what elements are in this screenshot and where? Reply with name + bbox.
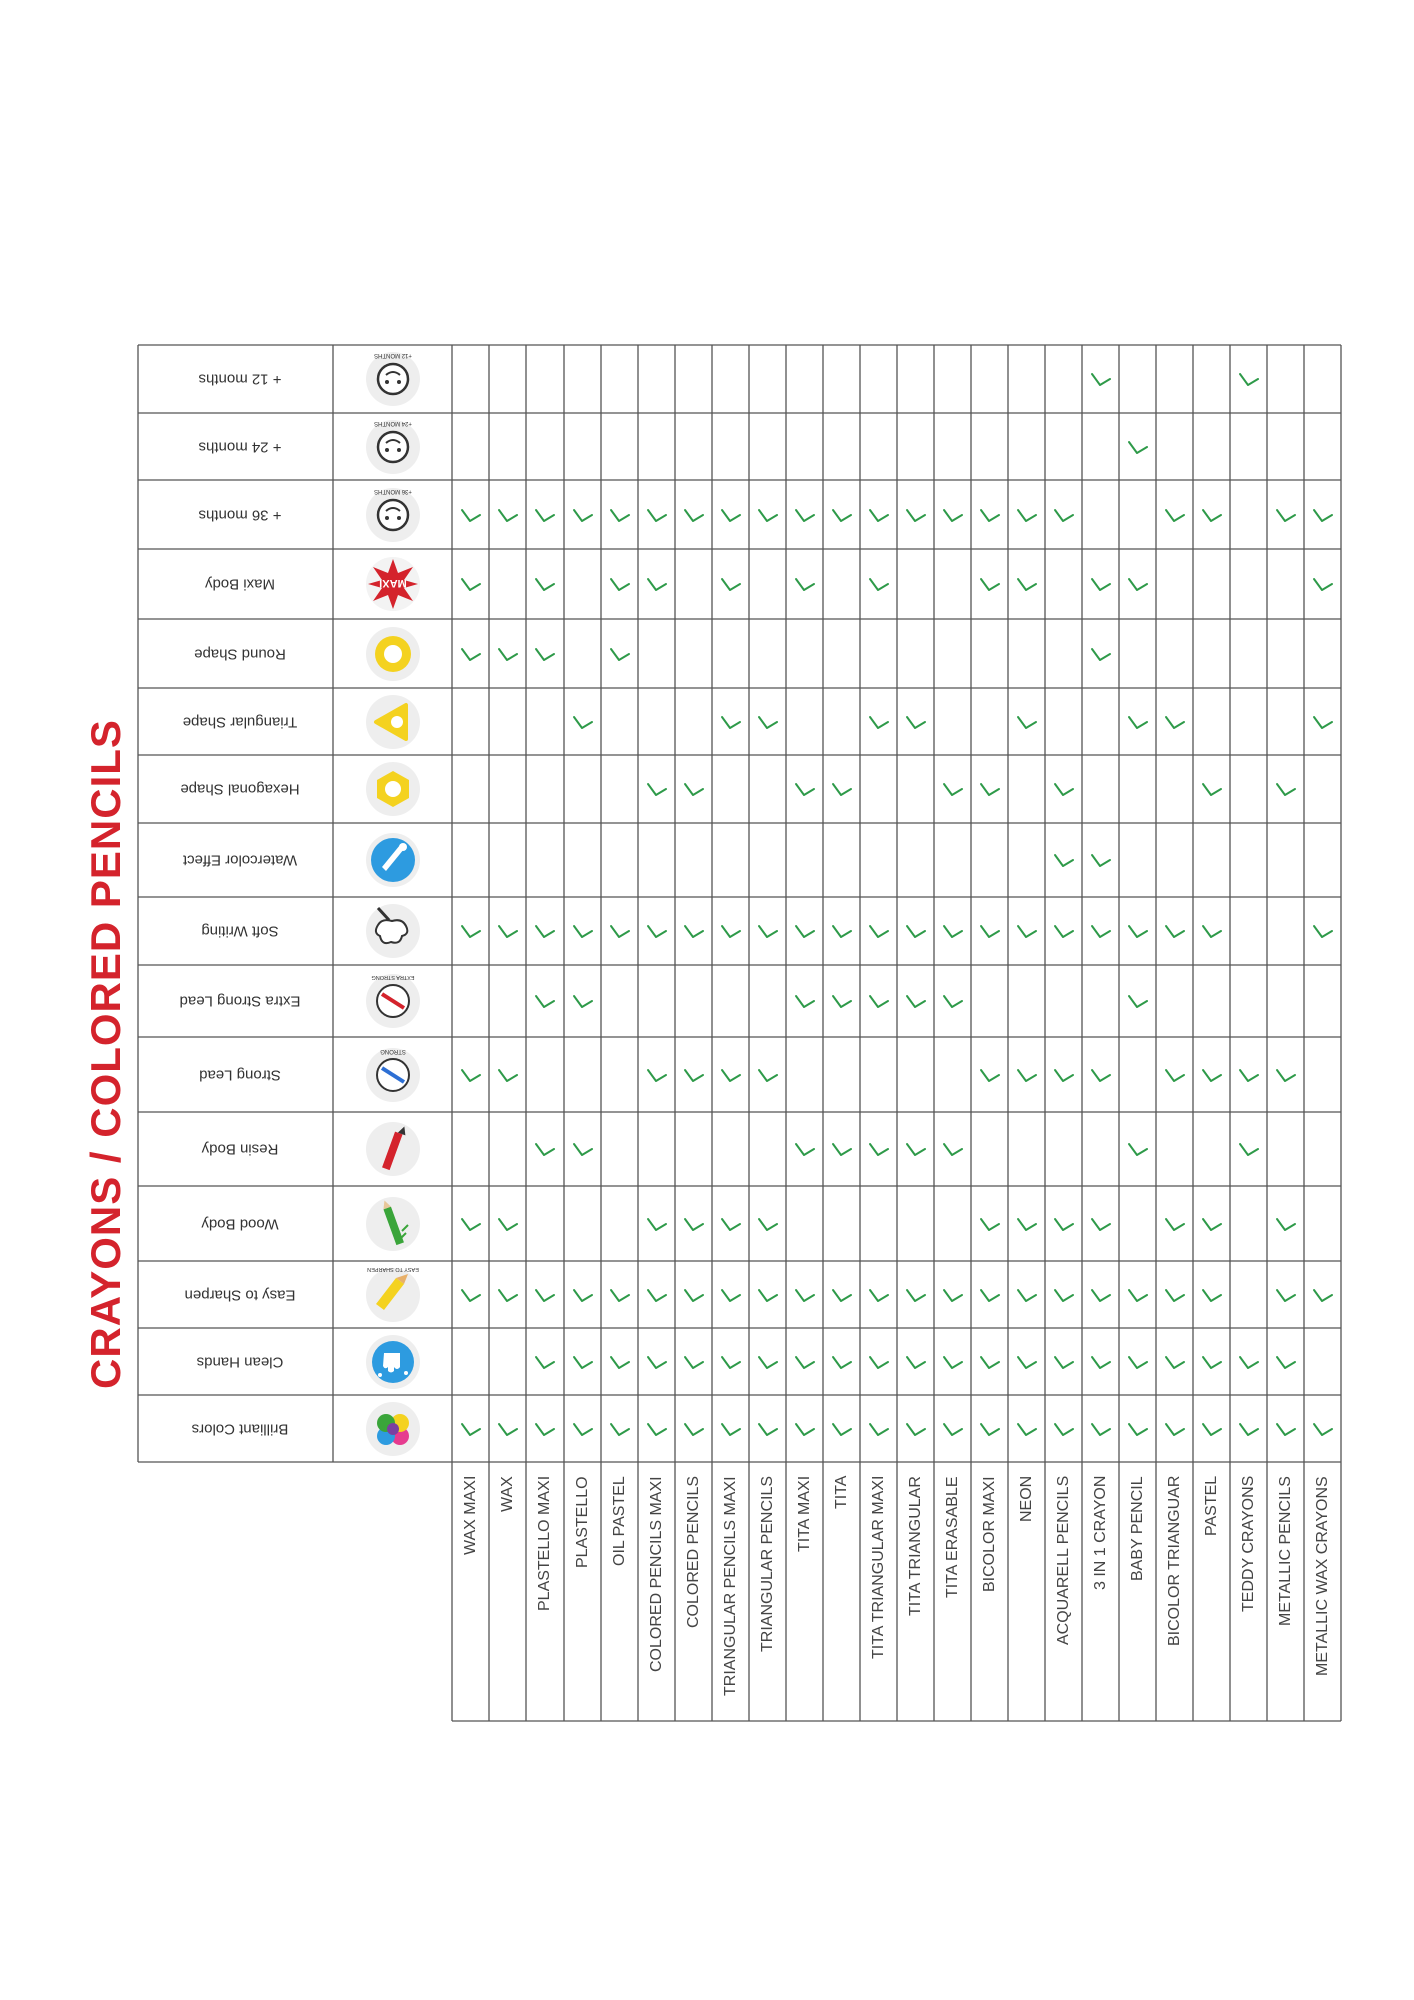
checkmark-icon	[793, 505, 817, 525]
checkmark-icon	[1237, 1139, 1261, 1159]
feature-label: Strong Lead	[199, 1066, 281, 1083]
checkmark-icon	[830, 1285, 854, 1305]
resin-pencil-icon	[364, 1120, 422, 1178]
feature-label: Round Shape	[194, 645, 286, 662]
checkmark-icon	[1311, 921, 1335, 941]
feature-label: Extra Strong Lead	[179, 992, 301, 1010]
baby-24-months-icon	[364, 418, 422, 476]
checkmark-icon	[533, 644, 557, 664]
checkmark-icon	[533, 1419, 557, 1439]
checkmark-icon	[1089, 1352, 1113, 1372]
hexagon-shape-icon	[364, 760, 422, 818]
baby-12-months-icon	[364, 350, 422, 408]
checkmark-icon	[1015, 505, 1039, 525]
extra-strong-lead-icon	[364, 972, 422, 1030]
checkmark-icon	[1015, 921, 1039, 941]
checkmark-icon	[1163, 1285, 1187, 1305]
checkmark-icon	[978, 1214, 1002, 1234]
checkmark-icon	[1126, 574, 1150, 594]
product-column-label: TITA TRIANGULAR	[906, 1476, 924, 1616]
checkmark-icon	[719, 1419, 743, 1439]
checkmark-icon	[1311, 1419, 1335, 1439]
checkmark-icon	[941, 921, 965, 941]
checkmark-icon	[1200, 779, 1224, 799]
checkmark-icon	[978, 779, 1002, 799]
checkmark-icon	[756, 1214, 780, 1234]
checkmark-icon	[719, 712, 743, 732]
checkmark-icon	[1237, 369, 1261, 389]
product-column-label: TEDDY CRAYONS	[1239, 1475, 1257, 1612]
svg-text:MAXI: MAXI	[379, 577, 407, 589]
checkmark-icon	[571, 1139, 595, 1159]
checkmark-icon	[1052, 1214, 1076, 1234]
checkmark-icon	[682, 1285, 706, 1305]
checkmark-icon	[1126, 1139, 1150, 1159]
checkmark-icon	[1089, 574, 1113, 594]
checkmark-icon	[1052, 1065, 1076, 1085]
feature-label: + 24 months	[198, 438, 282, 455]
svg-text:EASY TO SHARPEN: EASY TO SHARPEN	[367, 1265, 419, 1272]
checkmark-icon	[459, 1419, 483, 1439]
checkmark-icon	[1126, 921, 1150, 941]
checkmark-icon	[533, 1139, 557, 1159]
strong-lead-icon	[364, 1046, 422, 1104]
checkmark-icon	[719, 574, 743, 594]
checkmark-icon	[1311, 1285, 1335, 1305]
checkmark-icon	[904, 712, 928, 732]
checkmark-icon	[867, 574, 891, 594]
checkmark-icon	[793, 574, 817, 594]
checkmark-icon	[533, 1352, 557, 1372]
checkmark-icon	[645, 505, 669, 525]
checkmark-icon	[496, 1419, 520, 1439]
paintbrush-icon	[364, 831, 422, 889]
feature-label: Watercolor Effect	[182, 851, 298, 869]
checkmark-icon	[719, 505, 743, 525]
checkmark-icon	[459, 505, 483, 525]
checkmark-icon	[978, 1419, 1002, 1439]
checkmark-icon	[830, 1352, 854, 1372]
product-column-label: METALLIC WAX CRAYONS	[1313, 1476, 1331, 1676]
child-36-months-icon	[364, 486, 422, 544]
checkmark-icon	[941, 991, 965, 1011]
checkmark-icon	[1015, 1065, 1039, 1085]
checkmark-icon	[867, 712, 891, 732]
checkmark-icon	[571, 921, 595, 941]
checkmark-icon	[1274, 779, 1298, 799]
checkmark-icon	[1200, 1065, 1224, 1085]
feature-label: + 36 months	[198, 506, 282, 523]
checkmark-icon	[459, 1285, 483, 1305]
checkmark-icon	[1052, 505, 1076, 525]
checkmark-icon	[1089, 1214, 1113, 1234]
checkmark-icon	[867, 1285, 891, 1305]
checkmark-icon	[941, 1419, 965, 1439]
checkmark-icon	[793, 1352, 817, 1372]
checkmark-icon	[1200, 921, 1224, 941]
checkmark-icon	[608, 644, 632, 664]
checkmark-icon	[459, 1214, 483, 1234]
checkmark-icon	[459, 921, 483, 941]
checkmark-icon	[1200, 505, 1224, 525]
checkmark-icon	[793, 1419, 817, 1439]
feature-label: + 12 months	[198, 370, 282, 388]
checkmark-icon	[496, 921, 520, 941]
checkmark-icon	[682, 921, 706, 941]
page-title: CRAYONS / COLORED PENCILS	[82, 719, 129, 1389]
checkmark-icon	[645, 574, 669, 594]
maxi-icon	[364, 555, 422, 613]
checkmark-icon	[1163, 1214, 1187, 1234]
checkmark-icon	[941, 1285, 965, 1305]
checkmark-icon	[1163, 1352, 1187, 1372]
checkmark-icon	[1015, 1352, 1039, 1372]
checkmark-icon	[904, 1139, 928, 1159]
checkmark-icon	[571, 991, 595, 1011]
checkmark-icon	[459, 644, 483, 664]
svg-text:+24 MONTHS: +24 MONTHS	[374, 419, 412, 426]
checkmark-icon	[533, 1285, 557, 1305]
checkmark-icon	[793, 921, 817, 941]
checkmark-icon	[978, 505, 1002, 525]
checkmark-icon	[978, 1065, 1002, 1085]
checkmark-icon	[1200, 1419, 1224, 1439]
checkmark-icon	[904, 1285, 928, 1305]
checkmark-icon	[1089, 850, 1113, 870]
checkmark-icon	[1089, 1419, 1113, 1439]
checkmark-icon	[1052, 850, 1076, 870]
product-column-label: ACQUARELL PENCILS	[1054, 1475, 1072, 1645]
checkmark-icon	[608, 1419, 632, 1439]
checkmark-icon	[756, 505, 780, 525]
checkmark-icon	[941, 1352, 965, 1372]
checkmark-icon	[756, 1285, 780, 1305]
product-column-label: TRIANGULAR PENCILS	[758, 1475, 776, 1652]
checkmark-icon	[1200, 1352, 1224, 1372]
checkmark-icon	[1052, 1352, 1076, 1372]
checkmark-icon	[1089, 921, 1113, 941]
checkmark-icon	[978, 921, 1002, 941]
checkmark-icon	[682, 1419, 706, 1439]
checkmark-icon	[719, 1214, 743, 1234]
feature-label: Wood Body	[201, 1215, 279, 1232]
product-column-label: COLORED PENCILS	[684, 1475, 702, 1628]
checkmark-icon	[571, 505, 595, 525]
feature-label: Maxi Body	[204, 575, 276, 593]
checkmark-icon	[1015, 712, 1039, 732]
checkmark-icon	[867, 991, 891, 1011]
checkmark-icon	[645, 1065, 669, 1085]
feature-label: Hexagonal Shape	[180, 780, 300, 798]
checkmark-icon	[793, 779, 817, 799]
checkmark-icon	[793, 991, 817, 1011]
checkmark-icon	[719, 1065, 743, 1085]
product-column-label: NEON	[1017, 1475, 1035, 1522]
checkmark-icon	[645, 1352, 669, 1372]
checkmark-icon	[756, 1065, 780, 1085]
checkmark-icon	[1052, 779, 1076, 799]
wood-pencil-icon	[364, 1195, 422, 1253]
checkmark-icon	[1274, 505, 1298, 525]
checkmark-icon	[533, 991, 557, 1011]
feature-label: Soft Writing	[201, 922, 279, 940]
checkmark-icon	[941, 779, 965, 799]
checkmark-icon	[867, 505, 891, 525]
checkmark-icon	[1089, 1065, 1113, 1085]
checkmark-icon	[533, 505, 557, 525]
feature-label: Resin Body	[201, 1140, 279, 1158]
checkmark-icon	[682, 1214, 706, 1234]
checkmark-icon	[1126, 1419, 1150, 1439]
checkmark-icon	[830, 1419, 854, 1439]
product-column-label: TITA TRIANGULAR MAXI	[869, 1475, 887, 1659]
checkmark-icon	[571, 1352, 595, 1372]
checkmark-icon	[459, 574, 483, 594]
checkmark-icon	[1163, 1419, 1187, 1439]
product-column-label: TITA	[832, 1475, 850, 1509]
checkmark-icon	[1274, 1419, 1298, 1439]
checkmark-icon	[496, 644, 520, 664]
product-column-label: OIL PASTEL	[610, 1476, 628, 1566]
checkmark-icon	[1237, 1065, 1261, 1085]
product-column-label: COLORED PENCILS MAXI	[647, 1476, 665, 1672]
checkmark-icon	[1200, 1285, 1224, 1305]
checkmark-icon	[904, 921, 928, 941]
checkmark-icon	[571, 1419, 595, 1439]
checkmark-icon	[1311, 505, 1335, 525]
checkmark-icon	[1089, 1285, 1113, 1305]
checkmark-icon	[1311, 574, 1335, 594]
checkmark-icon	[1089, 369, 1113, 389]
checkmark-icon	[645, 1419, 669, 1439]
checkmark-icon	[978, 574, 1002, 594]
checkmark-icon	[608, 1285, 632, 1305]
checkmark-icon	[756, 1419, 780, 1439]
product-column-label: BICOLOR MAXI	[980, 1476, 998, 1592]
checkmark-icon	[608, 505, 632, 525]
cloud-pencil-icon	[364, 902, 422, 960]
product-column-label: BABY PENCIL	[1128, 1476, 1146, 1581]
checkmark-icon	[1015, 1214, 1039, 1234]
checkmark-icon	[830, 921, 854, 941]
checkmark-icon	[682, 1065, 706, 1085]
svg-text:+36 MONTHS: +36 MONTHS	[374, 487, 412, 494]
checkmark-icon	[793, 1139, 817, 1159]
checkmark-icon	[1126, 437, 1150, 457]
product-column-label: TITA ERASABLE	[943, 1476, 961, 1598]
svg-text:EXTRA STRONG: EXTRA STRONG	[371, 974, 415, 980]
checkmark-icon	[719, 1352, 743, 1372]
product-column-label: BICOLOR TRIANGUAR	[1165, 1475, 1183, 1646]
checkmark-icon	[793, 1285, 817, 1305]
product-column-label: TITA MAXI	[795, 1475, 813, 1552]
checkmark-icon	[1015, 1419, 1039, 1439]
product-column-label: PLASTELLO	[573, 1476, 591, 1568]
checkmark-icon	[867, 1352, 891, 1372]
checkmark-icon	[496, 1285, 520, 1305]
product-column-label: 3 IN 1 CRAYON	[1091, 1475, 1109, 1590]
checkmark-icon	[1126, 1285, 1150, 1305]
checkmark-icon	[1274, 1285, 1298, 1305]
checkmark-icon	[1126, 712, 1150, 732]
checkmark-icon	[867, 921, 891, 941]
checkmark-icon	[496, 1214, 520, 1234]
checkmark-icon	[1126, 991, 1150, 1011]
svg-text:+12 MONTHS: +12 MONTHS	[374, 352, 412, 358]
product-column-label: PASTEL	[1202, 1475, 1220, 1536]
checkmark-icon	[1274, 1065, 1298, 1085]
checkmark-icon	[1274, 1352, 1298, 1372]
product-column-label: TRIANGULAR PENCILS MAXI	[721, 1476, 739, 1696]
feature-label: Clean Hands	[196, 1353, 284, 1370]
checkmark-icon	[904, 1419, 928, 1439]
checkmark-icon	[830, 779, 854, 799]
checkmark-icon	[608, 574, 632, 594]
checkmark-icon	[608, 1352, 632, 1372]
checkmark-icon	[571, 1285, 595, 1305]
checkmark-icon	[830, 991, 854, 1011]
checkmark-icon	[1015, 1285, 1039, 1305]
checkmark-icon	[1015, 574, 1039, 594]
checkmark-icon	[867, 1419, 891, 1439]
checkmark-icon	[1237, 1352, 1261, 1372]
checkmark-icon	[533, 921, 557, 941]
checkmark-icon	[1089, 644, 1113, 664]
checkmark-icon	[1163, 1065, 1187, 1085]
clean-hands-icon	[364, 1333, 422, 1391]
checkmark-icon	[1311, 712, 1335, 732]
checkmark-icon	[1052, 1285, 1076, 1305]
feature-label: Brilliant Colors	[191, 1420, 289, 1437]
checkmark-icon	[941, 505, 965, 525]
checkmark-icon	[645, 1285, 669, 1305]
checkmark-icon	[830, 505, 854, 525]
sharpener-icon	[364, 1266, 422, 1324]
checkmark-icon	[904, 991, 928, 1011]
checkmark-icon	[978, 1285, 1002, 1305]
checkmark-icon	[756, 921, 780, 941]
checkmark-icon	[1052, 1419, 1076, 1439]
checkmark-icon	[496, 505, 520, 525]
checkmark-icon	[645, 1214, 669, 1234]
product-column-label: METALLIC PENCILS	[1276, 1476, 1294, 1626]
product-column-label: PLASTELLO MAXI	[536, 1475, 553, 1611]
checkmark-icon	[904, 505, 928, 525]
checkmark-icon	[682, 779, 706, 799]
checkmark-icon	[756, 712, 780, 732]
checkmark-icon	[645, 921, 669, 941]
product-column-label: WAX MAXI	[461, 1475, 479, 1555]
checkmark-icon	[682, 505, 706, 525]
checkmark-icon	[719, 921, 743, 941]
checkmark-icon	[496, 1065, 520, 1085]
checkmark-icon	[756, 1352, 780, 1372]
color-splash-icon	[364, 1400, 422, 1458]
checkmark-icon	[459, 1065, 483, 1085]
checkmark-icon	[1274, 1214, 1298, 1234]
checkmark-icon	[867, 1139, 891, 1159]
checkmark-icon	[1163, 712, 1187, 732]
checkmark-icon	[1200, 1214, 1224, 1234]
triangle-shape-icon	[364, 693, 422, 751]
checkmark-icon	[719, 1285, 743, 1305]
checkmark-icon	[533, 574, 557, 594]
checkmark-icon	[645, 779, 669, 799]
checkmark-icon	[1052, 921, 1076, 941]
svg-text:STRONG: STRONG	[380, 1047, 406, 1054]
checkmark-icon	[1237, 1419, 1261, 1439]
checkmark-icon	[1126, 1352, 1150, 1372]
checkmark-icon	[830, 1139, 854, 1159]
checkmark-icon	[1163, 921, 1187, 941]
checkmark-icon	[608, 921, 632, 941]
checkmark-icon	[571, 712, 595, 732]
checkmark-icon	[1163, 505, 1187, 525]
circle-shape-icon	[364, 625, 422, 683]
checkmark-icon	[682, 1352, 706, 1372]
checkmark-icon	[941, 1139, 965, 1159]
checkmark-icon	[978, 1352, 1002, 1372]
product-column-label: WAX	[498, 1476, 516, 1512]
feature-label: Easy to Sharpen	[184, 1286, 296, 1303]
checkmark-icon	[904, 1352, 928, 1372]
feature-label: Triangular Shape	[182, 713, 298, 730]
